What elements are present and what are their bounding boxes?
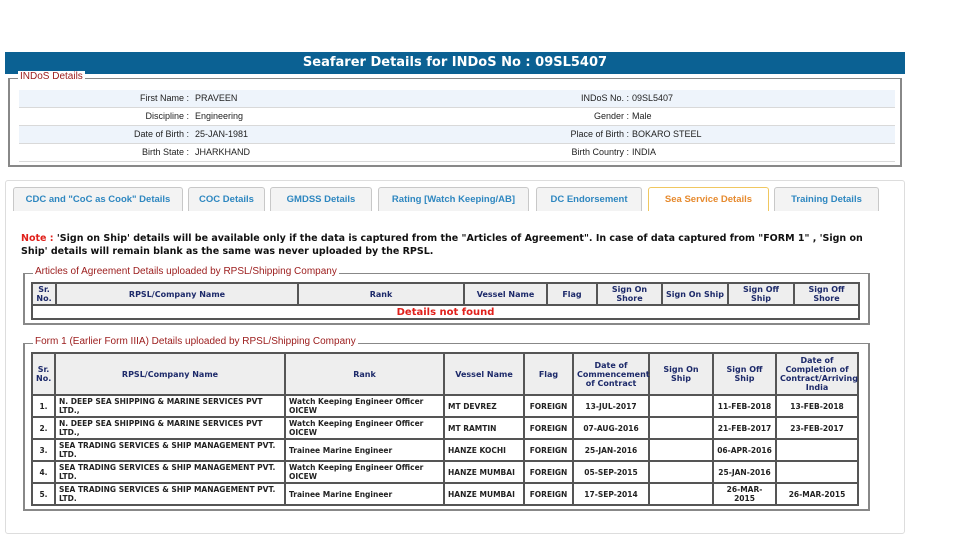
tab-rating-watch-keeping-ab[interactable]: Rating [Watch Keeping/AB] <box>378 187 529 211</box>
table-cell <box>649 439 713 461</box>
table-cell: HANZE KOCHI <box>444 439 524 461</box>
table-cell: 07-AUG-2016 <box>573 417 649 439</box>
column-header: Rank <box>285 353 444 395</box>
articles-table <box>31 282 860 320</box>
note-prefix: Note : <box>21 233 57 244</box>
table-cell: 2. <box>32 417 55 439</box>
column-header: Flag <box>547 283 597 305</box>
table-cell: Trainee Marine Engineer <box>285 439 444 461</box>
info-value: 25-JAN-1981 <box>195 129 249 139</box>
tab-gmdss-details[interactable]: GMDSS Details <box>270 187 372 211</box>
info-value: Engineering <box>195 111 244 121</box>
column-header: Sr. No. <box>32 283 56 305</box>
column-header: Vessel Name <box>444 353 524 395</box>
column-header: Vessel Name <box>464 283 547 305</box>
table-cell: 23-FEB-2017 <box>776 417 858 439</box>
indos-info <box>19 90 895 162</box>
table-cell: 05-SEP-2015 <box>573 461 649 483</box>
table-row <box>32 439 858 461</box>
table-cell: Watch Keeping Engineer Officer OICEW <box>285 395 444 417</box>
table-cell: 13-FEB-2018 <box>776 395 858 417</box>
tab-training-details[interactable]: Training Details <box>774 187 879 211</box>
tab-panel <box>5 180 905 534</box>
column-header: Sr. No. <box>32 353 55 395</box>
table-cell: HANZE MUMBAI <box>444 483 524 505</box>
table-cell: FOREIGN <box>524 395 573 417</box>
info-label: Gender : <box>593 111 629 121</box>
table-cell: MT DEVREZ <box>444 395 524 417</box>
table-cell: 25-JAN-2016 <box>573 439 649 461</box>
table-cell <box>649 417 713 439</box>
info-row <box>19 108 895 126</box>
info-value: PRAVEEN <box>195 93 238 103</box>
info-label: Place of Birth : <box>570 129 629 139</box>
tab-dc-endorsement[interactable]: DC Endorsement <box>536 187 642 211</box>
info-label: First Name : <box>139 93 189 103</box>
info-label: Discipline : <box>145 111 189 121</box>
column-header: Sign On Ship <box>649 353 713 395</box>
header-row <box>32 283 859 305</box>
info-value: BOKARO STEEL <box>632 129 702 139</box>
table-cell: SEA TRADING SERVICES & SHIP MANAGEMENT PVT. LTD. <box>55 483 285 505</box>
table-row <box>32 417 858 439</box>
tab-coc-details[interactable]: COC Details <box>188 187 265 211</box>
table-cell: FOREIGN <box>524 439 573 461</box>
column-header: Date of Completion of Contract/Arriving India <box>776 353 858 395</box>
table-cell: FOREIGN <box>524 461 573 483</box>
table-cell: FOREIGN <box>524 417 573 439</box>
table-cell: 3. <box>32 439 55 461</box>
table-row <box>32 483 858 505</box>
indos-details-fieldset <box>8 71 902 167</box>
info-value: 09SL5407 <box>632 93 674 103</box>
page-title: Seafarer Details for INDoS No : 09SL5407 <box>5 52 905 74</box>
info-value: Male <box>632 111 652 121</box>
info-row <box>19 90 895 108</box>
table-cell <box>776 439 858 461</box>
table-cell: 4. <box>32 461 55 483</box>
header-row <box>32 353 858 395</box>
table-cell: SEA TRADING SERVICES & SHIP MANAGEMENT PVT. LTD. <box>55 439 285 461</box>
table-cell: Trainee Marine Engineer <box>285 483 444 505</box>
info-value: INDIA <box>632 147 657 157</box>
table-row <box>32 395 858 417</box>
column-header: RPSL/Company Name <box>55 353 285 395</box>
info-label: Birth Country : <box>571 147 629 157</box>
table-cell: 06-APR-2016 <box>713 439 776 461</box>
empty-message: Details not found <box>32 305 859 319</box>
table-cell <box>649 483 713 505</box>
column-header: Sign On Ship <box>662 283 728 305</box>
table-cell: 13-JUL-2017 <box>573 395 649 417</box>
table-cell <box>649 461 713 483</box>
table-cell: N. DEEP SEA SHIPPING & MARINE SERVICES PVT LTD., <box>55 395 285 417</box>
table-row <box>32 461 858 483</box>
table-row <box>32 305 859 319</box>
note <box>21 232 881 258</box>
table-cell: 25-JAN-2016 <box>713 461 776 483</box>
table-cell: N. DEEP SEA SHIPPING & MARINE SERVICES PVT LTD., <box>55 417 285 439</box>
info-value: JHARKHAND <box>195 147 251 157</box>
table-cell: 17-SEP-2014 <box>573 483 649 505</box>
info-row <box>19 144 895 162</box>
table-cell: Watch Keeping Engineer Officer OICEW <box>285 417 444 439</box>
table-cell: FOREIGN <box>524 483 573 505</box>
column-header: Sign Off Ship <box>713 353 776 395</box>
table-cell: 5. <box>32 483 55 505</box>
note-text: 'Sign on Ship' details will be available only if the data is captured from the "Articles of Agreement". In case of data captured from "FORM 1" , 'Sign on Ship' details will remain blank as the same was never uploaded by the RPSL. <box>21 233 863 257</box>
table-cell: 21-FEB-2017 <box>713 417 776 439</box>
tab-sea-service-details[interactable]: Sea Service Details <box>648 187 769 211</box>
table-cell: SEA TRADING SERVICES & SHIP MANAGEMENT PVT. LTD. <box>55 461 285 483</box>
tab-cdc-and-coc-as-cook-details[interactable]: CDC and "CoC as Cook" Details <box>13 187 183 211</box>
table-cell: Watch Keeping Engineer Officer OICEW <box>285 461 444 483</box>
table-cell <box>649 395 713 417</box>
column-header: Date of Commencement of Contract <box>573 353 649 395</box>
info-row <box>19 126 895 144</box>
column-header: Sign Off Shore <box>794 283 859 305</box>
column-header: Rank <box>298 283 464 305</box>
table-cell: 26-MAR-2015 <box>713 483 776 505</box>
table-cell: HANZE MUMBAI <box>444 461 524 483</box>
column-header: Sign On Shore <box>597 283 662 305</box>
info-label: INDoS No. : <box>580 93 629 103</box>
column-header: RPSL/Company Name <box>56 283 298 305</box>
table-cell: MT RAMTIN <box>444 417 524 439</box>
table-cell: 1. <box>32 395 55 417</box>
table-cell: 26-MAR-2015 <box>776 483 858 505</box>
table-cell: 11-FEB-2018 <box>713 395 776 417</box>
form1-legend: Form 1 (Earlier Form IIIA) Details uploaded by RPSL/Shipping Company <box>35 336 356 347</box>
table-cell <box>776 461 858 483</box>
indos-legend: INDoS Details <box>20 71 83 82</box>
info-label: Birth State : <box>141 147 189 157</box>
column-header: Flag <box>524 353 573 395</box>
column-header: Sign Off Ship <box>728 283 794 305</box>
articles-legend: Articles of Agreement Details uploaded by RPSL/Shipping Company <box>35 266 337 277</box>
info-label: Date of Birth : <box>133 129 189 139</box>
form1-table <box>31 352 859 506</box>
